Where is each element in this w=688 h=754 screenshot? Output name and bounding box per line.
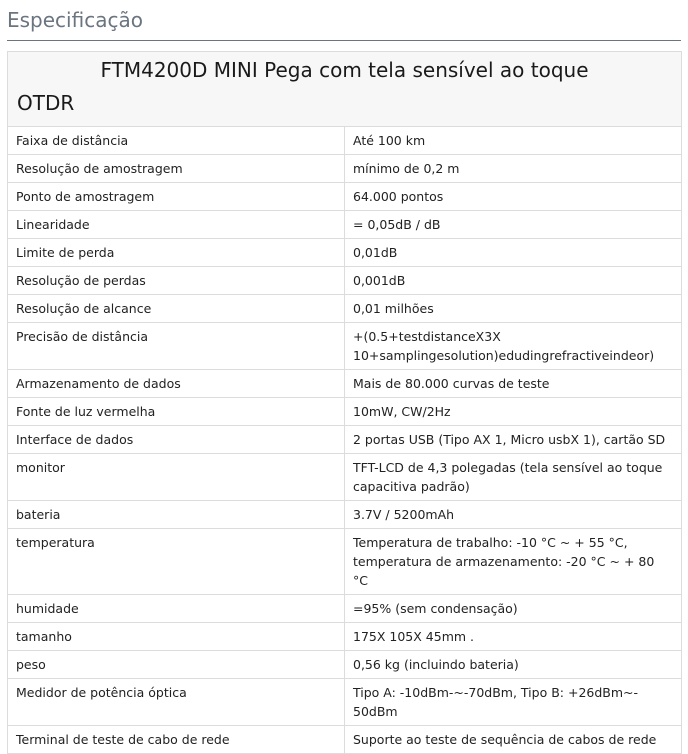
spec-row <box>8 183 682 211</box>
spec-label: tamanho <box>8 623 345 651</box>
spec-row <box>8 426 682 454</box>
spec-row <box>8 623 682 651</box>
spec-row <box>8 398 682 426</box>
spec-value: 3.7V / 5200mAh <box>345 501 682 529</box>
spec-title-cell <box>8 52 682 127</box>
spec-row <box>8 155 682 183</box>
spec-row <box>8 211 682 239</box>
spec-label: Linearidade <box>8 211 345 239</box>
section-title: Especificação <box>7 8 143 32</box>
spec-row <box>8 267 682 295</box>
spec-row <box>8 529 682 595</box>
spec-label: Precisão de distância <box>8 323 345 370</box>
spec-label: Terminal de teste de cabo de rede <box>8 726 345 754</box>
spec-label: Interface de dados <box>8 426 345 454</box>
spec-row <box>8 651 682 679</box>
product-subtitle: OTDR <box>17 91 75 115</box>
spec-value: Temperatura de trabalho: -10 °C ~ + 55 °C, temperatura de armazenamento: -20 °C ~ + 80 °C <box>345 529 682 595</box>
spec-row <box>8 595 682 623</box>
spec-value: Tipo A: -10dBm-~-70dBm, Tipo B: +26dBm~- 50dBm <box>345 679 682 726</box>
spec-value: 0,001dB <box>345 267 682 295</box>
spec-value: 2 portas USB (Tipo AX 1, Micro usbX 1), cartão SD <box>345 426 682 454</box>
spec-label: monitor <box>8 454 345 501</box>
spec-value: mínimo de 0,2 m <box>345 155 682 183</box>
section-divider <box>7 40 681 41</box>
spec-label: Limite de perda <box>8 239 345 267</box>
spec-value: 0,56 kg (incluindo bateria) <box>345 651 682 679</box>
spec-row <box>8 323 682 370</box>
spec-label: humidade <box>8 595 345 623</box>
spec-label: temperatura <box>8 529 345 595</box>
spec-value: TFT-LCD de 4,3 polegadas (tela sensível ao toque capacitiva padrão) <box>345 454 682 501</box>
spec-value: Até 100 km <box>345 127 682 155</box>
spec-value: 10mW, CW/2Hz <box>345 398 682 426</box>
spec-label: Resolução de perdas <box>8 267 345 295</box>
spec-value: Mais de 80.000 curvas de teste <box>345 370 682 398</box>
spec-row <box>8 239 682 267</box>
spec-value: 0,01 milhões <box>345 295 682 323</box>
spec-value: = 0,05dB / dB <box>345 211 682 239</box>
spec-row <box>8 454 682 501</box>
spec-value: 64.000 pontos <box>345 183 682 211</box>
spec-value: =95% (sem condensação) <box>345 595 682 623</box>
spec-row <box>8 370 682 398</box>
spec-row <box>8 679 682 726</box>
spec-label: bateria <box>8 501 345 529</box>
spec-label: Ponto de amostragem <box>8 183 345 211</box>
spec-row <box>8 295 682 323</box>
spec-value: 0,01dB <box>345 239 682 267</box>
spec-label: Armazenamento de dados <box>8 370 345 398</box>
spec-row <box>8 127 682 155</box>
spec-label: Medidor de potência óptica <box>8 679 345 726</box>
spec-label: Resolução de alcance <box>8 295 345 323</box>
spec-value: +(0.5+testdistanceX3X 10+samplingesolution)edudingrefractiveindeor) <box>345 323 682 370</box>
product-title: FTM4200D MINI Pega com tela sensível ao toque <box>100 58 589 82</box>
spec-value: Suporte ao teste de sequência de cabos de rede <box>345 726 682 754</box>
spec-label: Fonte de luz vermelha <box>8 398 345 426</box>
spec-title-row <box>8 52 682 127</box>
spec-value: 175X 105X 45mm . <box>345 623 682 651</box>
spec-label: peso <box>8 651 345 679</box>
spec-label: Faixa de distância <box>8 127 345 155</box>
spec-row <box>8 726 682 754</box>
spec-row <box>8 501 682 529</box>
spec-label: Resolução de amostragem <box>8 155 345 183</box>
spec-table <box>7 51 682 754</box>
